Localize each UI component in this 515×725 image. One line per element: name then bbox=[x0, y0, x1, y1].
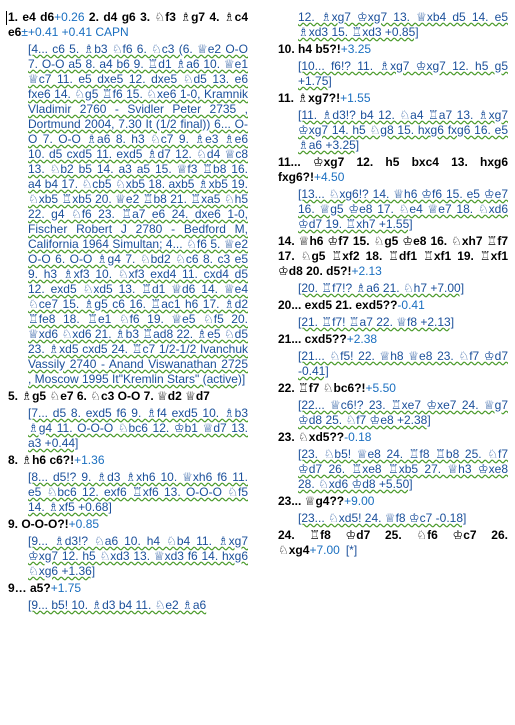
mainline-move bbox=[8, 453, 248, 468]
mainline-move bbox=[8, 10, 248, 40]
mainline-move bbox=[278, 91, 508, 106]
variation: [11. ♗d3!? b4 12. ♘a4 ♖a7 13. ♗xg7 ♔xg7 14. h5 ♘g8 15. hxg6 fxg6 16. e5 ♗a6 +3.25] bbox=[298, 108, 508, 152]
move-text: 14. ♕h6 ♔f7 15. ♘g5 ♔e8 16. ♘xh7 ♖f7 17. ♘g5 ♖xf2 18. ♖df1 ♖xf1 19. ♖xf1 ♔d8 20. d5?! bbox=[278, 234, 508, 278]
mainline-move bbox=[278, 332, 508, 347]
variation: [7... d5 8. exd5 f6 9. ♗f4 exd5 10. ♗b3 ♗g4 11. O-O-O ♘bc6 12. ♔b1 ♕d7 13. a3 +0.44] bbox=[28, 406, 248, 450]
result-marker: [*] bbox=[345, 543, 358, 557]
mainline-move bbox=[8, 389, 248, 404]
move-text: 21... cxd5?? bbox=[278, 332, 347, 346]
mainline-move bbox=[278, 298, 508, 313]
evaluation: +9.00 bbox=[344, 494, 375, 508]
variation: 12. ♗xg7 ♔xg7 13. ♕xb4 d5 14. e5 ♗xd3 15. ♖xd3 +0.85] bbox=[298, 10, 508, 39]
evaluation: +7.00 bbox=[309, 543, 340, 557]
evaluation: +3.25 bbox=[340, 42, 372, 56]
evaluation: +5.50 bbox=[365, 381, 396, 395]
move-text: 24. ♖f8 ♔d7 25. ♘f6 ♔c7 26. ♘xg4 bbox=[278, 528, 508, 557]
variation: [21... ♘f5! 22. ♕h8 ♕e8 23. ♘f7 ♔d7 -0.41] bbox=[298, 349, 508, 378]
mainline-move bbox=[278, 430, 508, 445]
move-text: 23. ♘xd5?? bbox=[278, 430, 345, 444]
evaluation: +0.26 bbox=[54, 10, 85, 24]
variation: [9... b5! 10. ♗d3 b4 11. ♘e2 ♗a6 bbox=[28, 598, 207, 612]
mainline-move bbox=[278, 528, 508, 558]
move-text: 9. O-O-O?! bbox=[8, 517, 69, 531]
evaluation: +2.13 bbox=[351, 264, 382, 278]
left-column bbox=[8, 10, 248, 615]
evaluation: -0.18 bbox=[344, 430, 372, 444]
mainline-move bbox=[278, 155, 508, 185]
mainline-move bbox=[278, 42, 508, 57]
variation: [10... f6!? 11. ♗xg7 ♔xg7 12. h5 g5 +1.75] bbox=[298, 59, 508, 88]
move-text: 8. ♗h6 c6?! bbox=[8, 453, 75, 467]
variation: [22... ♕c6!? 23. ♖xe7 ♔xe7 24. ♕g7 ♔d8 25. ♘f7 ♔e8 +2.38] bbox=[298, 398, 508, 427]
move-text: 1. e4 d6 bbox=[8, 10, 55, 24]
move-text: 22. ♖f7 ♘bc6?! bbox=[278, 381, 366, 395]
mainline-move bbox=[8, 581, 248, 596]
evaluation: +1.55 bbox=[340, 91, 371, 105]
variation: [23. ♘b5! ♕e8 24. ♖f8 ♖b8 25. ♘f7 ♔d7 26. ♖xe8 ♖xb5 27. ♕h3 ♔xe8 28. ♘xd6 ♔d8 +5.50] bbox=[298, 447, 508, 491]
evaluation-extra: ±+0.41 +0.41 CAPN bbox=[21, 25, 129, 39]
move-text: 11... ♔xg7 12. h5 bxc4 13. hxg6 fxg6?! bbox=[278, 155, 508, 184]
mainline-move bbox=[278, 381, 508, 396]
right-column bbox=[278, 10, 508, 560]
variation: [20. ♖f7!? ♗a6 21. ♘h7 +7.00] bbox=[298, 281, 465, 295]
evaluation: +0.85 bbox=[68, 517, 100, 531]
move-text: 20... exd5 21. exd5?? bbox=[278, 298, 398, 312]
text-cursor bbox=[6, 11, 7, 25]
evaluation: +4.50 bbox=[314, 170, 345, 184]
variation: [21. ♖f7! ♖a7 22. ♕f8 +2.13] bbox=[298, 315, 455, 329]
move-text: 11. ♗xg7?! bbox=[278, 91, 341, 105]
mainline-move bbox=[8, 517, 248, 532]
variation: [13... ♘xg6!? 14. ♕h6 ♔f6 15. e5 ♔e7 16. ♕g5 ♔e8 17. ♘e4 ♕e7 18. ♘xd6 ♔d7 19. ♖xh7 +1.55] bbox=[298, 187, 508, 231]
evaluation: +1.36 bbox=[74, 453, 105, 467]
move-continuation: 2. d4 g6 3. ♘f3 ♗g7 4. ♗c4 e6 bbox=[8, 10, 249, 39]
move-text: 10. h4 b5?! bbox=[278, 42, 341, 56]
variation: [4... c6 5. ♗b3 ♘f6 6. ♘c3 (6. ♕e2 O-O 7. O-O a5 8. a4 b6 9. ♖d1 ♗a6 10. ♕e1 ♕c7 11. e5 dxe5 12. dxe5 ♘d5 13. e6 fxe6 14. ♘g5 ♖f6 15. ♘xe6 1-0, Kramnik Vladimir 2760 - Svidler Peter 2735 , Dortmund 2004, 7.30 It (1/2 final)) 6... O-O 7. O-O ♗a6 8. h3 ♘c7 9. ♗e3 ♗e6 10. d5 cxd5 11. exd5 ♗d7 12. ♘d4 ♕c8 13. ♘b2 b5 14. a3 a5 15. ♕f3 ♖b8 16. a4 b4 17. ♘cb5 ♘xb5 18. axb5 ♗xb5 19. ♘xb5 ♖xb5 20. ♕e2 ♖b8 21. ♖xa5 ♘h5 22. g4 ♘f6 23. ♖a7 e6 24. dxe6 1-0, Fischer Robert J 2780 - Bedford M, California 1964 Simultan; 4... ♘f6 5. ♕e2 O-O 6. O-O ♗g4 7. ♘bd2 ♘c6 8. c3 e5 9. h3 ♗xf3 10. ♘xf3 exd4 11. cxd4 d5 12. exd5 ♘xd5 13. ♖d1 ♕d6 14. ♕e4 ♘ce7 15. ♗g5 c6 16. ♖ac1 h6 17. ♗d2 ♖fe8 18. ♖e1 ♘f6 19. ♕e5 ♘f5 20. ♕xd6 ♘xd6 21. ♗b3 ♖ad8 22. ♗e5 ♘d5 23. ♗xd5 cxd5 24. ♖c7 1/2-1/2 Ivanchuk Vassily 2740 - Anand Viswanathan 2725 , Moscow 1995 It"Kremlin Stars" (active)] bbox=[28, 42, 249, 386]
evaluation: +2.38 bbox=[346, 332, 378, 346]
variation: [23... ♘xd5! 24. ♕f8 ♔c7 -0.18] bbox=[298, 511, 467, 525]
evaluation: +1.75 bbox=[50, 581, 82, 595]
move-text: 9… a5? bbox=[8, 581, 51, 595]
variation: [8... d5!? 9. ♗d3 ♗xh6 10. ♕xh6 f6 11. e5 ♘bc6 12. exf6 ♖xf6 13. O-O-O ♘f5 14. ♗xf5 +0.68] bbox=[28, 470, 248, 514]
evaluation: -0.41 bbox=[397, 298, 425, 312]
move-text: 23... ♕g4?? bbox=[278, 494, 345, 508]
move-text: 5. ♗g5 ♘e7 6. ♘c3 O-O 7. ♕d2 ♕d7 bbox=[8, 389, 210, 403]
variation: [9... ♗d3!? ♘a6 10. h4 ♘b4 11. ♗xg7 ♔xg7 12. h5 ♘xd3 13. ♕xd3 f6 14. hxg6 ♘xg6 +1.36] bbox=[28, 534, 248, 578]
mainline-move bbox=[278, 494, 508, 509]
mainline-move bbox=[278, 234, 508, 279]
